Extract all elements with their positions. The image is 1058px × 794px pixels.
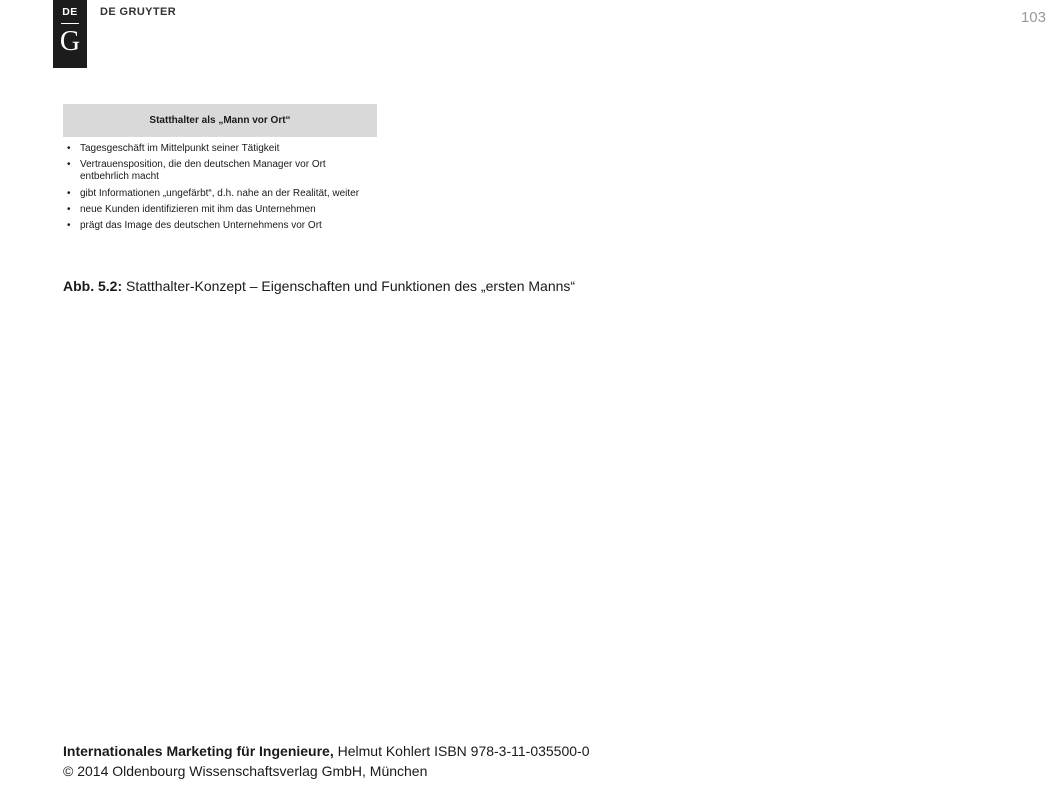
page-number: 103	[1020, 9, 1046, 26]
logo-de-text: DE	[62, 6, 78, 18]
caption-text: Statthalter-Konzept – Eigenschaften und Funktionen des „ersten Manns“	[122, 278, 576, 294]
bullet-icon: •	[67, 220, 71, 232]
list-item-text: Tagesgeschäft im Mittelpunkt seiner Tätigkeit	[80, 143, 280, 154]
figure-box	[63, 104, 377, 236]
list-item	[63, 188, 377, 200]
publisher-name: DE GRUYTER	[100, 6, 177, 18]
footer-book-title: Internationales Marketing für Ingenieure,	[63, 743, 334, 759]
figure-bullet-list	[63, 137, 377, 232]
list-item-text: neue Kunden identifizieren mit ihm das Unternehmen	[80, 203, 316, 215]
list-item-text: Vertrauensposition, die den deutschen Manager vor Ort entbehrlich macht	[80, 159, 326, 183]
bullet-icon: •	[67, 143, 71, 154]
list-item-text: prägt das Image des deutschen Unternehmens vor Ort	[80, 220, 322, 232]
list-item	[63, 159, 377, 183]
bullet-icon: •	[67, 159, 71, 171]
logo-g-letter: G	[59, 26, 81, 57]
list-item	[63, 143, 377, 155]
page-footer	[63, 741, 590, 781]
caption-label: Abb. 5.2:	[63, 278, 123, 294]
footer-book-details: Helmut Kohlert ISBN 978-3-11-035500-0	[333, 743, 590, 759]
figure-caption	[63, 278, 575, 294]
footer-citation	[63, 741, 590, 761]
publisher-logo	[53, 0, 87, 68]
list-item	[63, 204, 377, 216]
list-item-text: gibt Informationen „ungefärbt“, d.h. nahe an der Realität, weiter	[80, 187, 360, 199]
bullet-icon: •	[67, 187, 71, 199]
list-item	[63, 220, 377, 232]
bullet-icon: •	[67, 203, 71, 215]
figure-title: Statthalter als „Mann vor Ort“	[63, 104, 377, 137]
logo-divider	[61, 23, 79, 24]
footer-copyright: © 2014 Oldenbourg Wissenschaftsverlag GmbH, München	[63, 763, 428, 779]
